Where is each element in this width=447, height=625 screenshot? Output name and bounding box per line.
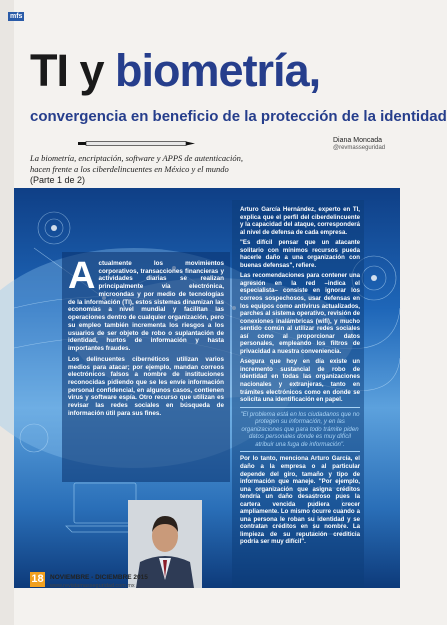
- author-name: Diana Moncada: [333, 137, 383, 144]
- website-url: www.revistamasseguridad.com.mx: [50, 583, 135, 589]
- body-paragraph: "Es difícil pensar que un atacante solitario con mínimos recursos pueda hacerle daño a una organización con buenas defensas", refiere.: [240, 239, 360, 269]
- body-paragraph: Asegura que hoy en día existe un incremento sustancial de robo de identidad en todas las organizaciones nacionales y extranjeras, tanto en trámites electrónicos como en donde se solicita una identificación en papel.: [240, 358, 360, 404]
- pull-quote: "El problema está en los ciudadanos que no protegen su información, y en las organizaciones que para todo trámite piden datos personales donde es muy difícil atribuir una fuga de información".: [240, 407, 360, 453]
- article-body-right: [240, 206, 360, 549]
- body-paragraph: Por lo tanto, menciona Arturo García, el daño a la empresa o al particular depende del giro, tamaño y tipo de información que maneje. "Por ejemplo, una organización que asigna créditos tendría un daño desastroso pues la cartera vencida pudiera crecer ampliamente. Lo mismo ocurre cuando a una persona le roban su identidad y se contratan créditos en su nombre. La limpieza de su reputación crediticia podría ser muy difícil".: [240, 455, 360, 546]
- author-byline: [333, 137, 385, 151]
- lead-paragraph: La biometría, encriptación, software y APPS de autenticación, hacen frente a los ciberdelincuentes en México y el mundo: [30, 153, 243, 174]
- page-title: [30, 45, 321, 96]
- section-tag: [3, 40, 13, 100]
- body-paragraph: ctualmente los movimientos corporativos, transacciones financieras y actividades diarias se realizan principalmente vía electrónica, microondas y por medio de tecnologías de la información (TI), estos sistemas dinamizan las economías a nivel mundial y facilitan las operaciones dentro de cualquier organización, pero su empleo también incrementa los riesgos a los usuarios de ser objeto de robo o suplantación de identidad, hurtos de información y hasta importantes fraudes.: [68, 260, 224, 353]
- body-paragraph: Arturo García Hernández, experto en TI, explica que el perfil del ciberdelincuente y la capacidad del ataque, corresponderá al nivel de defensa de cada empresa.: [240, 206, 360, 236]
- page-footer: [14, 588, 400, 625]
- dropcap: A: [68, 255, 96, 297]
- article-body-left: [68, 255, 224, 421]
- part-label: (Parte 1 de 2): [30, 175, 86, 185]
- author-handle: @revmasseguridad: [333, 145, 386, 151]
- title-part1: TI y: [30, 45, 104, 96]
- title-part2: biometría,: [115, 45, 321, 96]
- page-number: 18: [31, 573, 44, 585]
- issue-date: NOVIEMBRE - DICIEMBRE 2015: [50, 574, 148, 581]
- body-paragraph: Las recomendaciones para contener una agresión en la red –indica el especialista– consiste en ignorar los correos sospechosos, usar defensas en los equipos como antivirus actualizados, parches al sistema operativo, revisión de conexiones inalámbricas (wifi), y mucho sentido común al utilizar redes sociales así como al proporcionar datos personales, empleando los filtros de privacidad a nuestra conveniencia.: [240, 272, 360, 355]
- magazine-logo: mfs: [10, 13, 23, 20]
- body-paragraph: Los delincuentes cibernéticos utilizan varios medios para atacar; por ejemplo, mandan correos electrónicos falsos a nombre de instituciones reconocidas pidiendo que se les envíe información personal confidencial, en algunos casos, contienen virus y software espía. Otro recurso que utilizan es revisar las redes sociales en búsqueda de información útil para sus fines.: [68, 355, 224, 417]
- page-subtitle: convergencia en beneficio de la protección de la identidad: [30, 108, 447, 125]
- pen-icon: [78, 140, 196, 147]
